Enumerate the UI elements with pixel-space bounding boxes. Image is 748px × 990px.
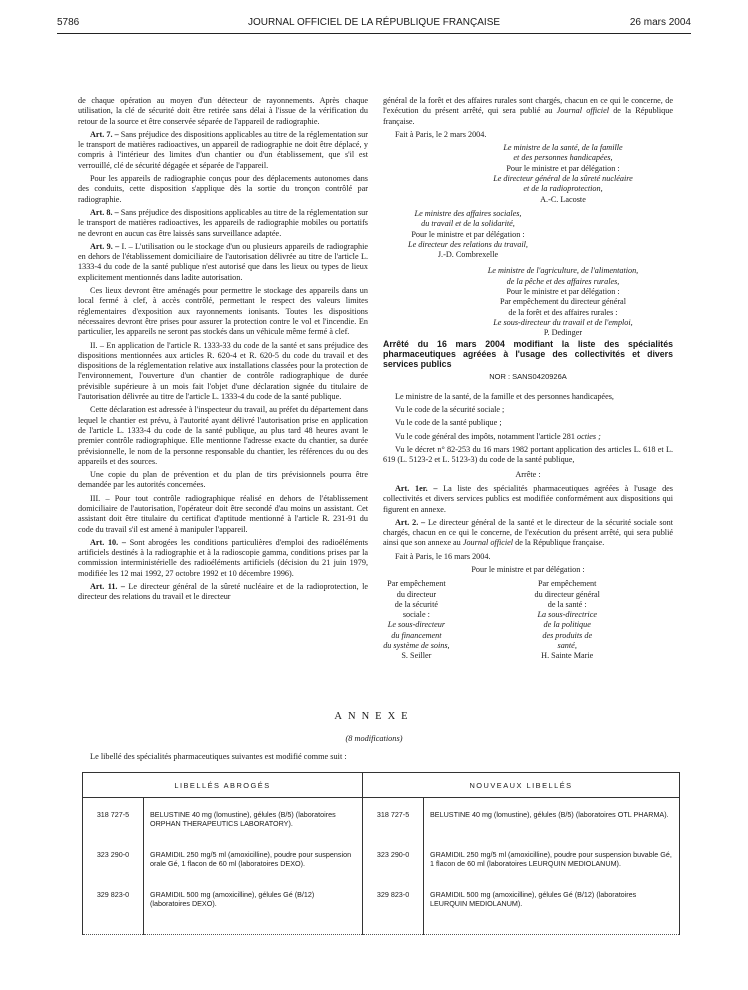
- visa: Vu le décret n° 82-253 du 16 mars 1982 portant application des articles L. 618 et L. 619 (L. 5123-2 et L. 5123-3) du code de la santé publique,: [383, 445, 673, 465]
- text: général de la forêt et des affaires rurales sont chargés, chacun en ce qui le concerne, de l'exécution du présent arrêté, qui sera publié au: [383, 96, 673, 116]
- signature-line: Le ministre des affaires sociales,: [414, 208, 522, 218]
- page-number: 5786: [57, 17, 80, 28]
- signature-line: du travail et de la solidarité,: [421, 219, 515, 229]
- cip-code-old: 318 727-5: [83, 798, 144, 839]
- text: Vu le code général des impôts, notamment l'article 281: [395, 431, 577, 441]
- article-8: [78, 208, 368, 239]
- paragraph: III. – Pour tout contrôle radiographique réalisé en dehors de l'établissement domiciliaire de l'autorisation, l'opérateur doit être secondé d'au moins un assistant. Cet assistant doit être titulaire du certificat d'aptitude mentionné à l'article R. 231-91 du code du travail s'il est amené à manipuler l'appareil.: [78, 493, 368, 534]
- signature-line: de la pêche et des affaires rurales,: [506, 276, 620, 286]
- signature-line: de la sécurité sociale :: [394, 599, 438, 620]
- table-cell: [363, 918, 424, 935]
- signature-line: et de la radioprotection,: [523, 184, 603, 194]
- annexe-table: [82, 772, 680, 935]
- annexe-intro: Le libellé des spécialités pharmaceutiques suivantes est modifié comme suit :: [90, 752, 347, 761]
- visa: Vu le code de la sécurité sociale ;: [395, 405, 505, 415]
- article-label: Art. 11. –: [90, 582, 125, 592]
- header-new-labels: NOUVEAUX LIBELLÉS: [363, 773, 680, 798]
- article-text: Sans préjudice des dispositions applicables au titre de la réglementation sur le transport de matières radioactives, un appareil de radiographie ne doit être déplacé, y compris à l'intérieur des limites d'un chantier ou d'un établissement, que s'il est verrouillé, clé de sécurité dégagée et séparée de l'appareil.: [78, 129, 368, 170]
- delegation-line: Pour le ministre et par délégation :: [471, 564, 585, 574]
- table-row: [83, 798, 680, 839]
- header-old-labels: LIBELLÉS ABROGÉS: [83, 773, 363, 798]
- signing-place-date: Fait à Paris, le 16 mars 2004.: [395, 551, 491, 561]
- signature-line: Pour le ministre et par délégation :: [506, 163, 620, 173]
- arrete-heading: Arrête :: [515, 469, 541, 479]
- decree-title: Arrêté du 16 mars 2004 modifiant la liste des spécialités pharmaceutiques agréées à l'usage des collectivités et divers services publics: [383, 338, 673, 369]
- article-text: Le directeur général de la sûreté nucléaire et de la radioprotection, le directeur des relations du travail et le directeur: [78, 582, 368, 602]
- signature-line: Le directeur général de la sûreté nucléaire: [493, 174, 633, 184]
- article-label: Art. 10. –: [90, 537, 126, 547]
- signature-line: La sous-directrice: [537, 610, 597, 620]
- signature-line: Le directeur des relations du travail,: [408, 239, 528, 249]
- signature-block-health: [453, 143, 673, 205]
- table-header-row: [83, 773, 680, 798]
- signature-line: Le ministre de la santé, de la famille: [503, 143, 623, 153]
- signature-line: de la politique: [543, 620, 591, 630]
- article-9: [78, 242, 368, 283]
- article-7: [78, 130, 368, 171]
- signatory-name: H. Sainte Marie: [541, 651, 594, 661]
- article-label: Art. 7. –: [90, 129, 119, 139]
- signature-line: Le sous-directeur: [387, 620, 446, 630]
- table-row: [83, 878, 680, 918]
- text: Journal officiel: [556, 106, 609, 116]
- issue-date: 26 mars 2004: [629, 17, 691, 28]
- signature-line: du système de soins,: [383, 641, 450, 651]
- annexe-title: ANNEXE: [334, 711, 414, 722]
- paragraph: Pour les appareils de radiographie conçus pour des déplacements autonomes dans des conduits, cette disposition s'applique dès la sortie du tronçon contrôlé par radiographie.: [78, 174, 368, 204]
- article-text: La liste des spécialités pharmaceutiques agréées à l'usage des collectivités et divers services publics est modifiée conformément aux dispositions qui figurent en annexe.: [383, 483, 673, 514]
- article-2: [383, 518, 673, 549]
- label-new: GRAMIDIL 250 mg/5 ml (amoxicilline), poudre pour suspension buvable Gé, 1 flacon de 60 ml (laboratoires LEURQUIN MEDIOLANUM).: [424, 838, 680, 878]
- signature-line: Le sous-directeur du travail et de l'emploi,: [493, 317, 633, 327]
- cip-code-new: 329 823-0: [363, 878, 424, 918]
- article-text: I. – L'utilisation ou le stockage d'un ou plusieurs appareils de radiographie en dehors de l'établissement domiciliaire de l'autorisation délivrée au titre de l'article L. 1333-4 du code de la santé publique n'est autorisé que dans les lieux ou types de lieux explicitement mentionnés dans ladite autorisation.: [78, 241, 369, 282]
- signature-line: et des personnes handicapées,: [513, 153, 613, 163]
- article-label: Art. 2. –: [395, 517, 426, 527]
- paragraph: Ces lieux devront être aménagés pour permettre le stockage des appareils dans un local fermé à clef, à accès contrôlé, permettant le respect des valeurs limites réglementaires d'exposition aux rayonnements ionisants. Toutes les dispositions nécessaires devront être prises pour assurer la protection contre le vol et l'incendie. En particulier, les appareils ne seront pas stockés dans un véhicule même fermé à clef.: [78, 286, 368, 337]
- cip-code-old: 329 823-0: [83, 878, 144, 918]
- signature-block-labour: [383, 209, 553, 260]
- signature-line: Pour le ministre et par délégation :: [506, 287, 620, 297]
- signature-line: des produits de santé,: [542, 630, 593, 651]
- paragraph: Une copie du plan de prévention et du plan de tirs prévisionnels pourra être demandée par les autorités concernées.: [78, 470, 368, 490]
- signature-line: Le ministre de l'agriculture, de l'alimentation,: [487, 266, 639, 276]
- journal-title: JOURNAL OFFICIEL DE LA RÉPUBLIQUE FRANÇAISE: [247, 17, 501, 28]
- paragraph: II. – En application de l'article R. 1333-33 du code de la santé et sans préjudice des dispositions mentionnées aux articles R. 620-4 et R. 620-5 du code du travail et des dispositions de la réglementation relative aux installations classées pour la protection de l'environnement, l'ouverture d'un chantier de contrôle radiographique de durée prévisible supérieure à un mois fait l'objet d'une déclaration signée du titulaire de l'autorisation délivrée au titre de l'article L. 1333-4 du code de la santé publique.: [78, 340, 368, 402]
- cip-code-old: 323 290-0: [83, 838, 144, 878]
- signature-line: Pour le ministre et par délégation :: [411, 229, 525, 239]
- table-cell: [424, 918, 680, 935]
- article-label: Art. 8. –: [90, 207, 119, 217]
- article-10: [78, 538, 368, 579]
- table-cell: [144, 918, 363, 935]
- nor-reference: NOR : SANS0420926A: [489, 371, 567, 381]
- label-old: GRAMIDIL 250 mg/5 ml (amoxicilline), poudre pour suspension orale Gé, 1 flacon de 60 ml (laboratoires DEXO).: [144, 838, 363, 878]
- dual-signature: [383, 579, 673, 661]
- article-text: Sans préjudice des dispositions applicables au titre de la réglementation sur le transport de matières radioactives, les appareils de radiographie mobiles ou portatifs ne devront en aucun cas être laissés sans surveillance adaptée.: [78, 207, 368, 238]
- header-rule: [57, 33, 691, 34]
- table-row: [83, 838, 680, 878]
- signatory-name: A.-C. Lacoste: [540, 194, 586, 204]
- text: de la République française.: [513, 538, 605, 548]
- article-text: Le directeur général de la santé et le directeur de la sécurité sociale sont chargés, chacun en ce qui le concerne, de l'exécution du présent arrêté, qui sera publié ainsi que son annexe au: [383, 517, 673, 548]
- paragraph: [383, 96, 673, 127]
- signatory-name: P. Dedinger: [543, 328, 583, 338]
- article-1: [383, 484, 673, 515]
- signature-block-health-director: [534, 579, 673, 661]
- signatory-name: S. Seiller: [401, 651, 432, 661]
- article-label: Art. 1er. –: [395, 483, 438, 493]
- label-old: GRAMIDIL 500 mg (amoxicilline), gélules Gé (B/12) (laboratoires DEXO).: [144, 878, 363, 918]
- signature-line: de la forêt et des affaires rurales :: [508, 307, 618, 317]
- signature-block-social-security: [383, 579, 522, 661]
- paragraph: Cette déclaration est adressée à l'inspecteur du travail, au préfet du département dans lequel le chantier est prévu, à l'autorité ayant délivré l'autorisation prise en application de l'article L. 1333-4 du code de la santé publique, au plus tard 48 heures avant le premier contrôle radiographique. Elle mentionne l'adresse exacte du chantier, sa durée prévisionnelle, le nom de la personne responsable du chantier, les références du ou des appareils et des sources.: [78, 405, 368, 466]
- article-11: [78, 582, 368, 603]
- left-column: [78, 96, 368, 606]
- signature-line: du financement: [391, 630, 442, 640]
- text: octies ;: [576, 431, 601, 441]
- text: Journal officiel: [462, 538, 514, 548]
- table-row-continued: [83, 918, 680, 935]
- right-column: [383, 96, 673, 662]
- article-label: Art. 9. –: [90, 241, 120, 251]
- paragraph: de chaque opération au moyen d'un détecteur de rayonnements. Après chaque utilisation, la clé de sécurité doit être retirée sans délai à l'issue de la vérification du retour de la source et être conservée séparée de l'appareil de radiographie.: [78, 96, 368, 126]
- signature-line: Par empêchement du directeur général: [500, 297, 626, 307]
- label-new: BELUSTINE 40 mg (lomustine), gélules (B/5) (laboratoires OTL PHARMA).: [424, 798, 680, 839]
- visa: Vu le code de la santé publique ;: [395, 418, 502, 428]
- label-new: GRAMIDIL 500 mg (amoxicilline), gélules Gé (B/12) (laboratoires LEURQUIN MEDIOLANUM).: [424, 878, 680, 918]
- annexe-modifications-count: (8 modifications): [345, 734, 403, 743]
- signing-place-date: Fait à Paris, le 2 mars 2004.: [395, 129, 487, 139]
- signature-line: du directeur général de la santé :: [534, 589, 600, 609]
- paragraph: Le ministre de la santé, de la famille et des personnes handicapées,: [395, 391, 614, 401]
- table-cell: [83, 918, 144, 935]
- signature-line: Par empêchement du directeur: [387, 579, 446, 599]
- cip-code-new: 323 290-0: [363, 838, 424, 878]
- signatory-name: J.-D. Combrexelle: [437, 250, 499, 260]
- text: de la République française.: [383, 106, 674, 126]
- article-text: Sont abrogées les conditions particulières d'emploi des radioéléments artificiels destinés à la radiographie et à la radioscopie gamma, conditions prises par la commission interministérielle des radioéléments artificiels (décision du 21 juin 1979, modifiée les 12 mai 1992, 27 octobre 1992 et 10 décembre 1996).: [78, 537, 368, 578]
- label-old: BELUSTINE 40 mg (lomustine), gélules (B/5) (laboratoires ORPHAN THERAPEUTICS LABORATORY).: [144, 798, 363, 839]
- page-header: [57, 12, 691, 34]
- signature-line: Par empêchement: [537, 579, 597, 589]
- signature-block-agriculture: [453, 266, 673, 338]
- visa: [383, 432, 673, 442]
- cip-code-new: 318 727-5: [363, 798, 424, 839]
